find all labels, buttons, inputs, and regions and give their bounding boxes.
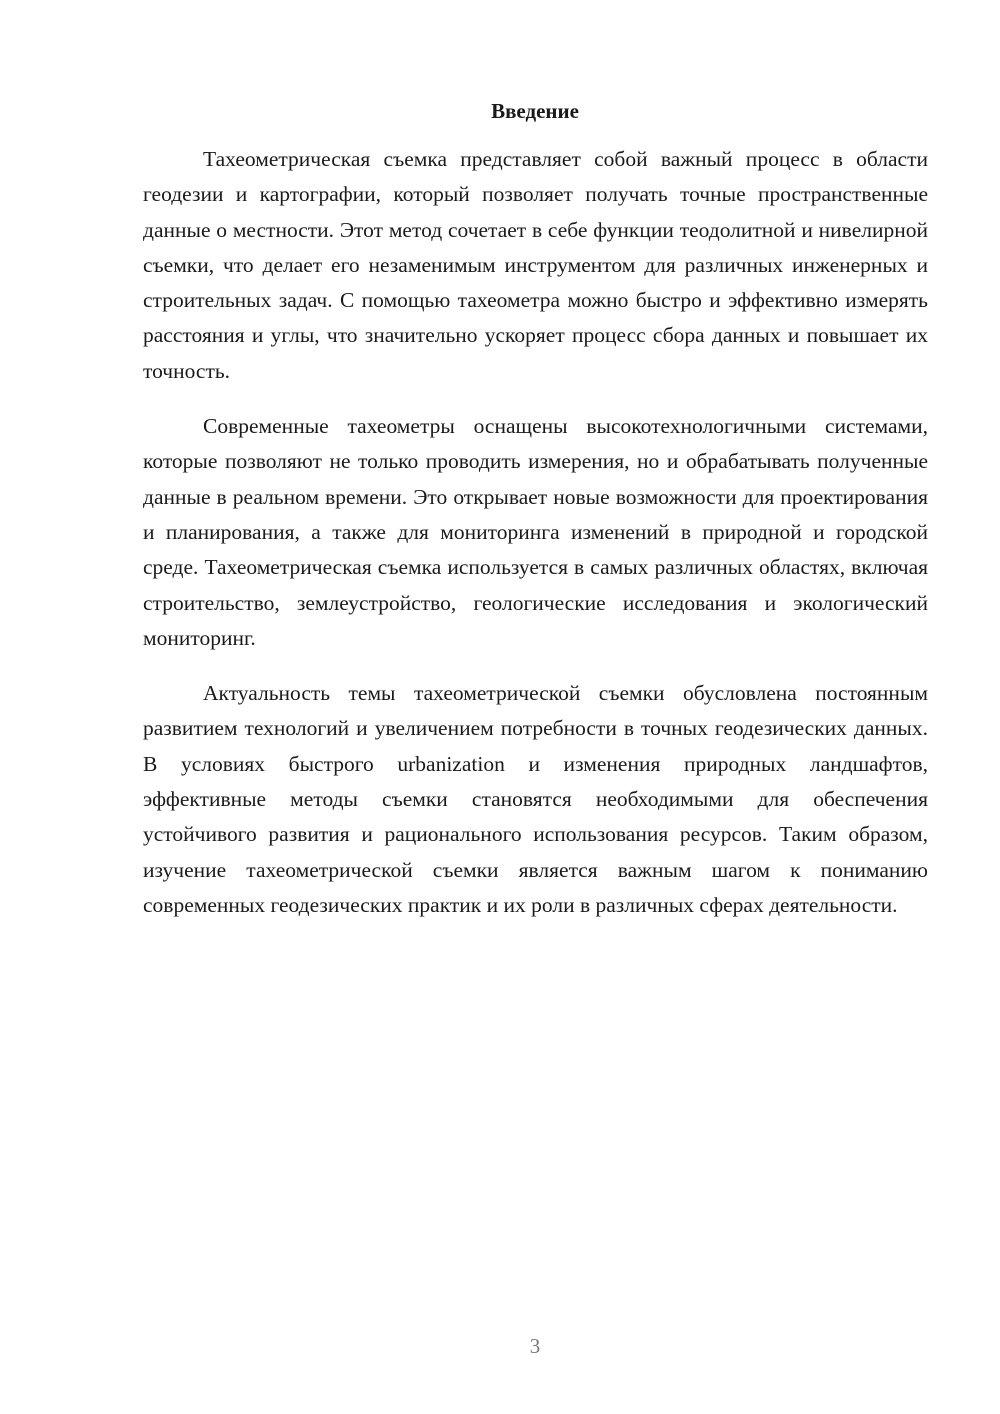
paragraph-3: Актуальность темы тахеометрической съемки обусловлена постоянным развитием технологий и увеличением потребности в точных геодезических данных. В условиях быстрого urbanization и изменения природных ландшафтов, эффективные методы съемки становятся необходимыми для обеспечения устойчивого развития и рационального использования ресурсов. Таким образом, изучение тахеометрической съемки является важным шагом к пониманию современных геодезических практик и их роли в различных сферах деятельности. <box>143 681 928 917</box>
section-title: Введение <box>491 99 579 123</box>
paragraph-1: Тахеометрическая съемка представляет собой важный процесс в области геодезии и картографии, который позволяет получать точные пространственные данные о местности. Этот метод сочетает в себе функции теодолитной и нивелирной съемки, что делает его незаменимым инструментом для различных инженерных и строительных задач. С помощью тахеометра можно быстро и эффективно измерять расстояния и углы, что значительно ускоряет процесс сбора данных и повышает их точность. <box>143 147 928 383</box>
page-number: 3 <box>529 1334 541 1358</box>
paragraph-2: Современные тахеометры оснащены высокотехнологичными системами, которые позволяют не только проводить измерения, но и обрабатывать полученные данные в реальном времени. Это открывает новые возможности для проектирования и планирования, а также для мониторинга изменений в природной и городской среде. Тахеометрическая съемка используется в самых различных областях, включая строительство, землеустройство, геологические исследования и экологический мониторинг. <box>143 414 928 650</box>
body-text <box>143 142 928 943</box>
